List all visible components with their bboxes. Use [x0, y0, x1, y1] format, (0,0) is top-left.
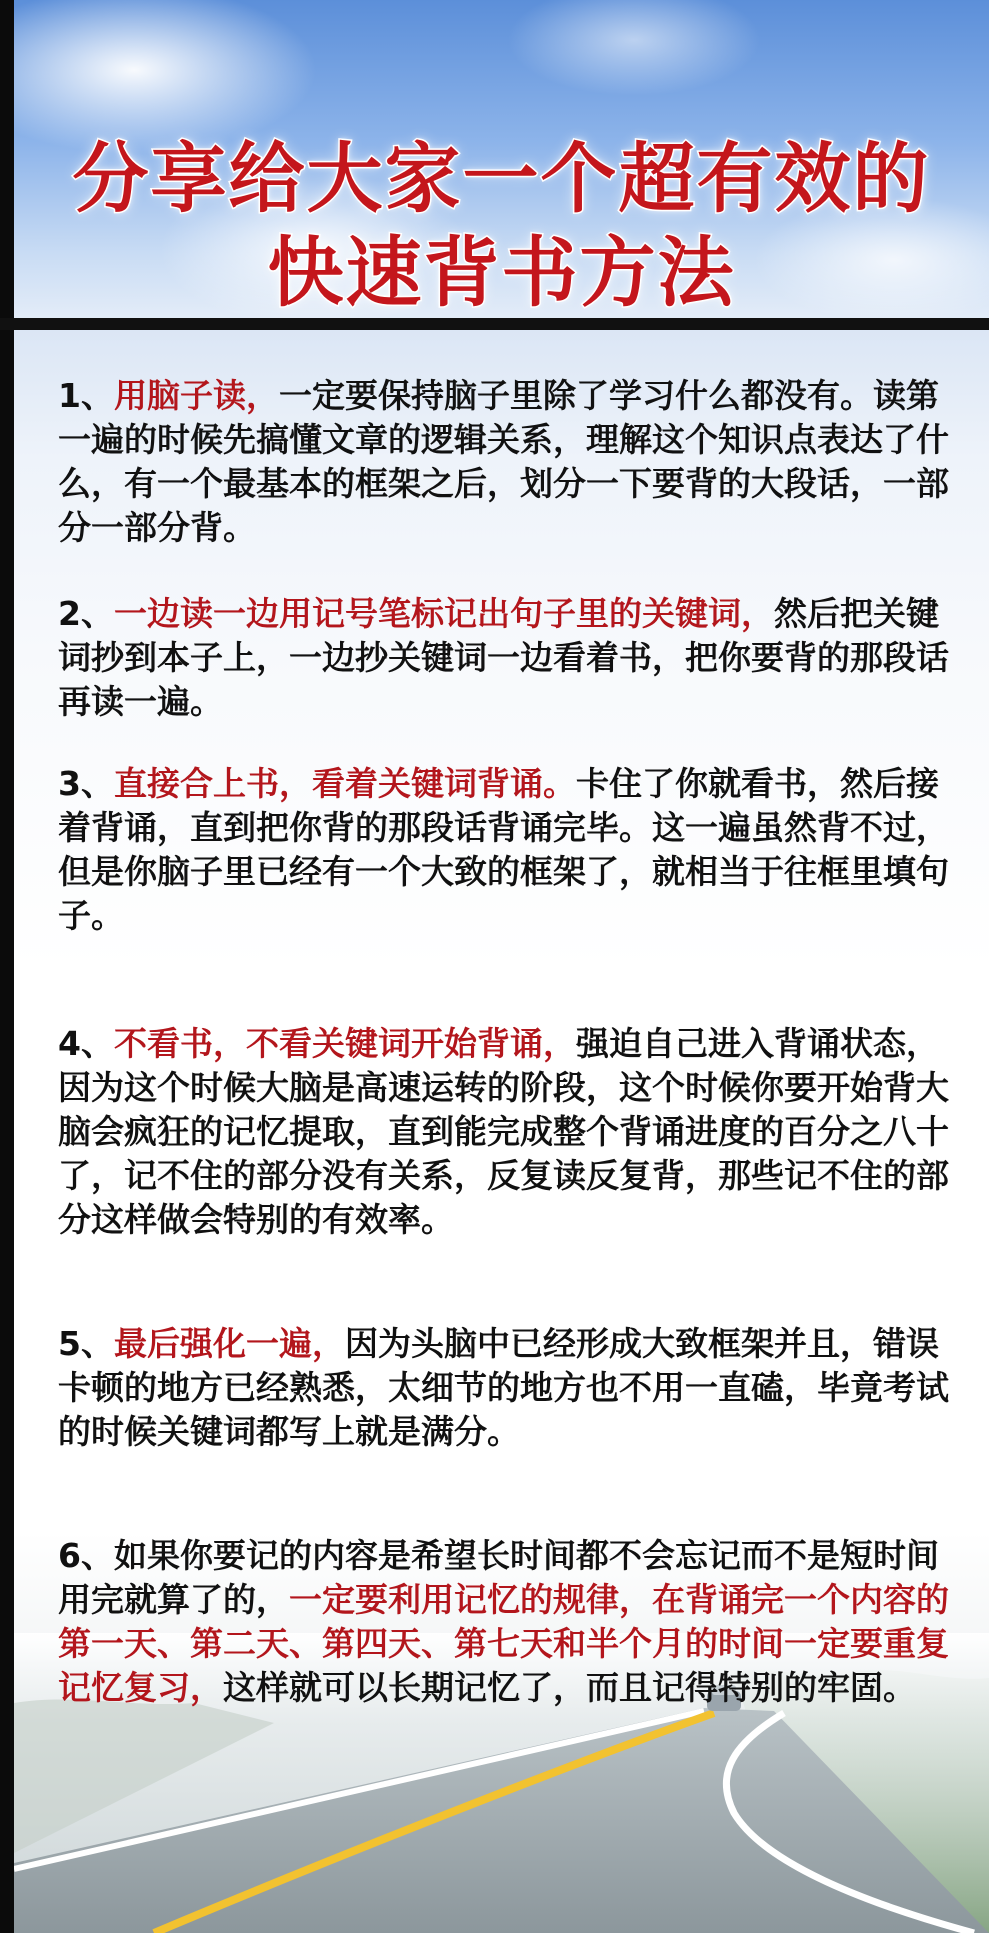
tip-intro-text: 如果你要记的内容是希望长时间都不会忘记而不是短时间用完就算了的，	[58, 1536, 939, 1619]
tip-text: 然后把关键词抄到本子上，一边抄关键词一边看着书，把你要背的那段话再读一遍。	[58, 594, 949, 721]
tip-text: 这样就可以长期记忆了，而且记得特别的牢固。	[223, 1668, 916, 1707]
tip-number: 6、	[58, 1536, 114, 1575]
tip-text: 强迫自己进入背诵状态，因为这个时候大脑是高速运转的阶段，这个时候你要开始背大脑会疯狂的记忆提取，直到能完成整个背诵进度的百分之八十了，记不住的部分没有关系，反复读反复背，那些记不住的部分这样做会特别的有效率。	[58, 1024, 949, 1239]
tip-1	[58, 374, 958, 550]
tip-highlight: 直接合上书，看着关键词背诵。	[113, 764, 576, 803]
tip-3	[58, 762, 958, 938]
header-sky-banner	[14, 0, 989, 318]
header-divider	[0, 318, 989, 330]
tip-number: 1、	[58, 376, 114, 415]
tip-4	[58, 1022, 958, 1242]
tip-highlight: 不看书，不看关键词开始背诵，	[113, 1024, 576, 1063]
tip-5	[58, 1322, 958, 1454]
tip-6	[58, 1534, 958, 1710]
title-line-1: 分享给大家一个超有效的	[72, 134, 931, 223]
tip-text: 卡住了你就看书，然后接着背诵，直到把你背的那段话背诵完毕。这一遍虽然背不过，但是你脑子里已经有一个大致的框架了，就相当于往框里填句子。	[58, 764, 949, 935]
tip-highlight: 用脑子读，	[113, 376, 279, 415]
tip-text: 因为头脑中已经形成大致框架并且，错误卡顿的地方已经熟悉，太细节的地方也不用一直磕，毕竟考试的时候关键词都写上就是满分。	[58, 1324, 949, 1451]
tip-highlight: 一边读一边用记号笔标记出句子里的关键词，	[113, 594, 774, 633]
tip-number: 5、	[58, 1324, 114, 1363]
tip-number: 4、	[58, 1024, 114, 1063]
tip-highlight: 最后强化一遍，	[113, 1324, 345, 1363]
tip-2	[58, 592, 958, 724]
content-panel	[14, 330, 989, 1933]
tip-highlight: 一定要利用记忆的规律，在背诵完一个内容的第一天、第二天、第四天、第七天和半个月的时间一定要重复记忆复习，	[58, 1580, 949, 1707]
title-line-2: 快速背书方法	[267, 228, 736, 317]
tip-number: 2、	[58, 594, 114, 633]
tip-number: 3、	[58, 764, 114, 803]
tip-text: 一定要保持脑子里除了学习什么都没有。读第一遍的时候先搞懂文章的逻辑关系，理解这个知识点表达了什么，有一个最基本的框架之后，划分一下要背的大段话，一部分一部分背。	[58, 376, 949, 547]
